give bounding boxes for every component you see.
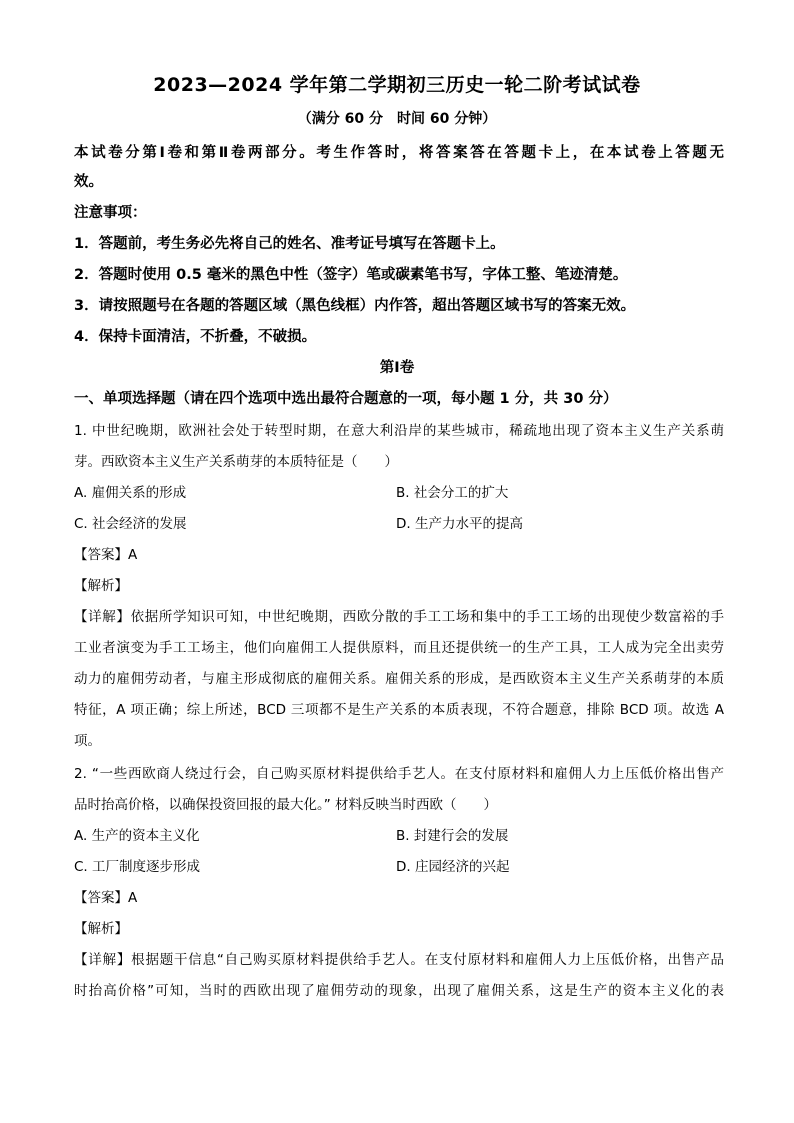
exam-subtitle: （满分 60 分 时间 60 分钟） bbox=[297, 111, 497, 127]
option-a: A. 生产的资本主义化 bbox=[74, 828, 200, 844]
detail-line: 【详解】根据题干信息“自己购买原材料提供给手艺人。在支付原材料和雇佣人力上压低价格，出售产品 bbox=[74, 952, 724, 968]
analysis-label: 【解析】 bbox=[74, 921, 128, 937]
question-stem: 1. 中世纪晚期，欧洲社会处于转型时期，在意大利沿岸的某些城市，稀疏地出现了资本主义生产关系萌 bbox=[74, 423, 724, 439]
question-stem: 品时抬高价格，以确保投资回报的最大化。” 材料反映当时西欧（ ） bbox=[74, 797, 498, 813]
section-heading: 一、单项选择题（请在四个选项中选出最符合题意的一项，每小题 1 分，共 30 分） bbox=[74, 391, 618, 407]
intro-line: 效。 bbox=[74, 174, 103, 190]
option-a: A. 雇佣关系的形成 bbox=[74, 485, 187, 501]
detail-line: 项。 bbox=[74, 733, 101, 749]
question-stem: 2. “一些西欧商人绕过行会，自己购买原材料提供给手艺人。在支付原材料和雇佣人力上压低价格出售产 bbox=[74, 766, 724, 782]
notice-item: 4．保持卡面清洁，不折叠，不破损。 bbox=[74, 329, 317, 345]
option-b: B. 封建行会的发展 bbox=[396, 828, 509, 844]
option-c: C. 社会经济的发展 bbox=[74, 516, 187, 532]
option-c: C. 工厂制度逐步形成 bbox=[74, 859, 201, 875]
option-d: D. 庄园经济的兴起 bbox=[396, 859, 510, 875]
detail-line: 特征，A 项正确；综上所述，BCD 三项都不是生产关系的本质表现，不符合题意，排除 BCD 项。故选 A bbox=[74, 702, 724, 718]
detail-line: 工业者演变为手工工场主，他们向雇佣工人提供原料，而且还提供统一的生产工具，工人成为完全出卖劳 bbox=[74, 640, 724, 656]
analysis-label: 【解析】 bbox=[74, 578, 128, 594]
notice-item: 3．请按照题号在各题的答题区域（黑色线框）内作答，超出答题区域书写的答案无效。 bbox=[74, 298, 636, 314]
option-d: D. 生产力水平的提高 bbox=[396, 516, 523, 532]
notice-heading: 注意事项： bbox=[74, 205, 147, 221]
notice-item: 2．答题时使用 0.5 毫米的黑色中性（签字）笔或碳素笔书写，字体工整、笔迹清楚。 bbox=[74, 267, 628, 283]
detail-line: 时抬高价格”可知，当时的西欧出现了雇佣劳动的现象，出现了雇佣关系，这是生产的资本主义化的表 bbox=[74, 983, 724, 999]
volume-heading: 第Ⅰ卷 bbox=[379, 360, 415, 376]
answer-label: 【答案】A bbox=[74, 547, 138, 563]
option-b: B. 社会分工的扩大 bbox=[396, 485, 509, 501]
detail-line: 动力的雇佣劳动者，与雇主形成彻底的雇佣关系。雇佣关系的形成，是西欧资本主义生产关系萌芽的本质 bbox=[74, 671, 724, 687]
question-stem: 芽。西欧资本主义生产关系萌芽的本质特征是（ ） bbox=[74, 454, 398, 470]
intro-line: 本试卷分第Ⅰ卷和第Ⅱ卷两部分。考生作答时，将答案答在答题卡上，在本试卷上答题无 bbox=[74, 145, 724, 161]
exam-title: 2023—2024 学年第二学期初三历史一轮二阶考试试卷 bbox=[153, 74, 641, 96]
detail-line: 【详解】依据所学知识可知，中世纪晚期，西欧分散的手工工场和集中的手工工场的出现使少数富裕的手 bbox=[74, 609, 724, 625]
answer-label: 【答案】A bbox=[74, 890, 138, 906]
notice-item: 1．答题前，考生务必先将自己的姓名、准考证号填写在答题卡上。 bbox=[74, 236, 505, 252]
